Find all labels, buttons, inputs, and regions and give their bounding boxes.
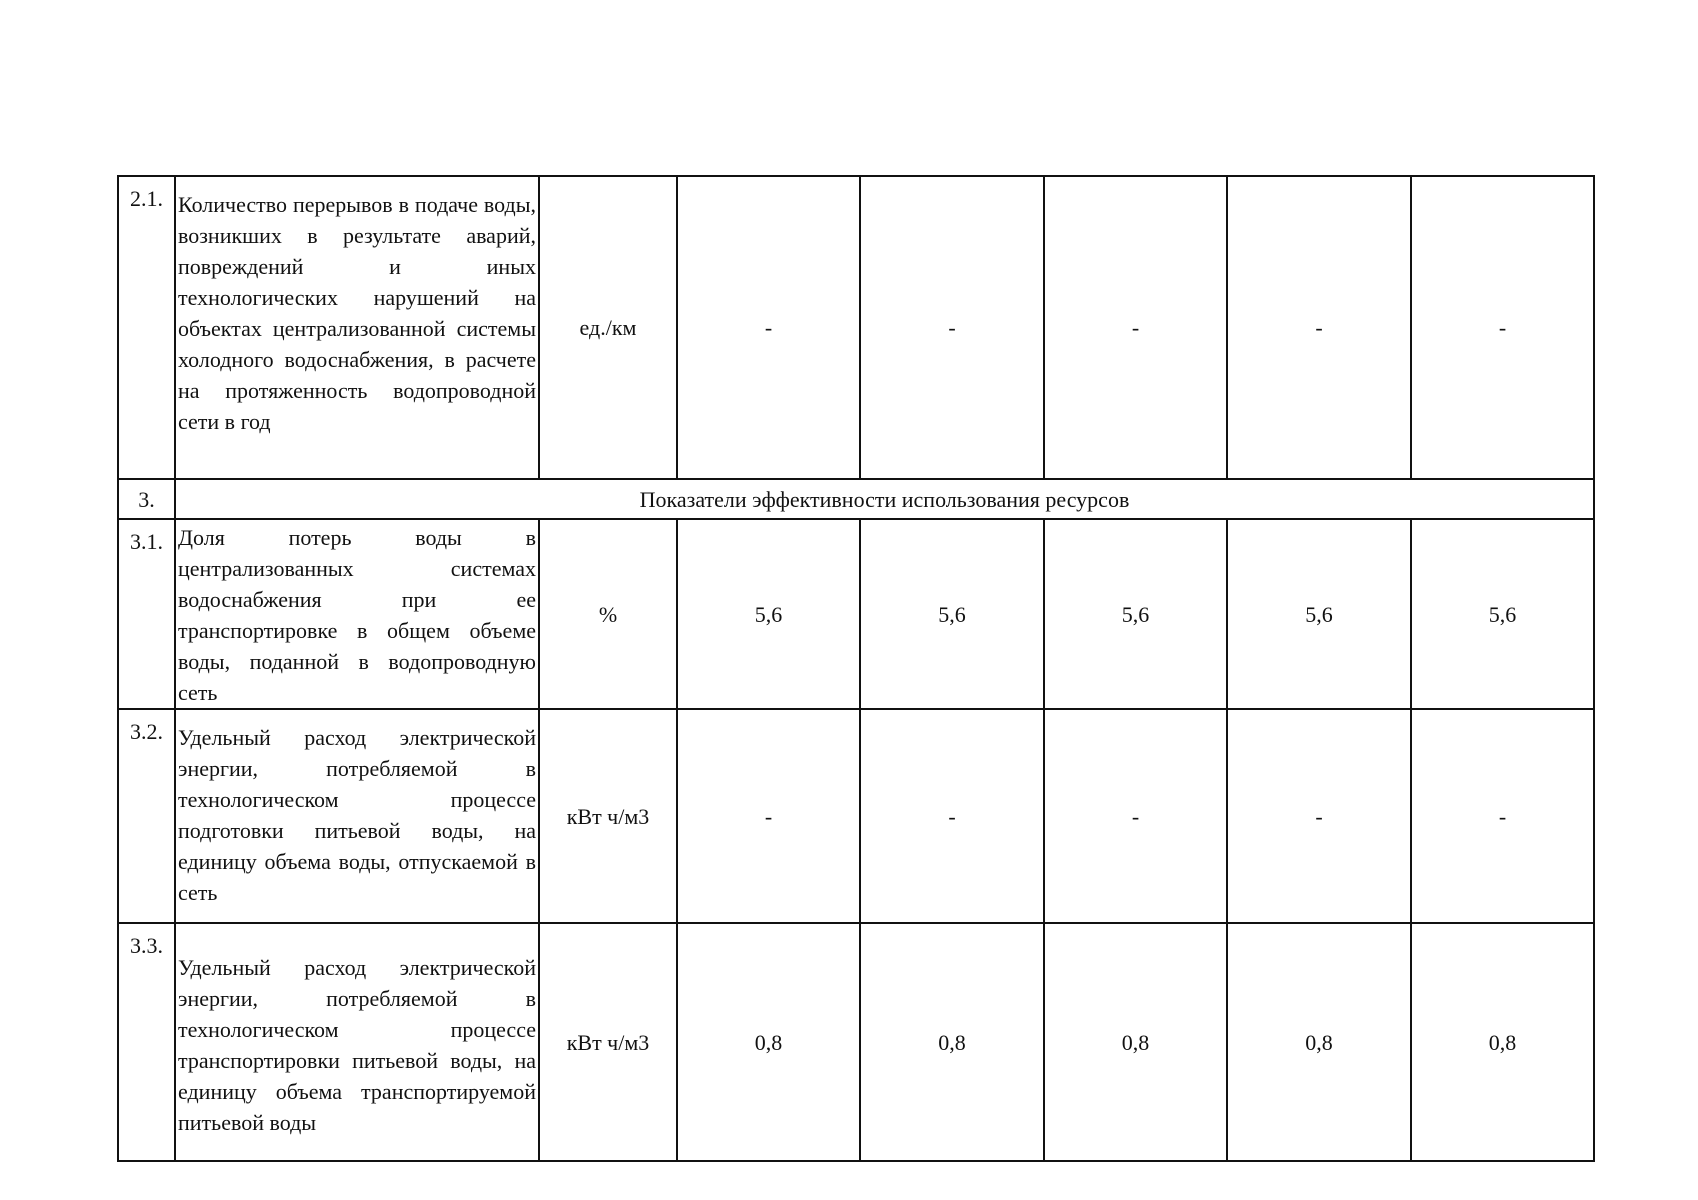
table-row — [118, 176, 1594, 479]
value-cell: 0,8 — [1411, 923, 1594, 1161]
row-number: 3.3. — [118, 923, 175, 1161]
value-cell: 0,8 — [1227, 923, 1411, 1161]
value-cell: - — [1411, 176, 1594, 479]
value-cell: 5,6 — [1044, 519, 1227, 709]
value-cell: - — [1044, 176, 1227, 479]
value-cell: - — [1227, 709, 1411, 923]
value-cell: 5,6 — [1411, 519, 1594, 709]
indicator-description: Удельный расход электрической энергии, потребляемой в технологическом процессе транспортировки питьевой воды, на единицу объема транспортируемой питьевой воды — [175, 923, 539, 1161]
indicator-description: Доля потерь воды в централизованных системах водоснабжения при ее транспортировке в общем объеме воды, поданной в водопроводную сеть — [175, 519, 539, 709]
value-cell: - — [860, 176, 1044, 479]
section-row — [118, 479, 1594, 519]
value-cell: 5,6 — [860, 519, 1044, 709]
unit-cell: ед./км — [539, 176, 677, 479]
section-title: Показатели эффективности использования ресурсов — [175, 479, 1594, 519]
value-cell: 0,8 — [860, 923, 1044, 1161]
value-cell: - — [860, 709, 1044, 923]
indicator-description: Удельный расход электрической энергии, потребляемой в технологическом процессе подготовки питьевой воды, на единицу объема воды, отпускаемой в сеть — [175, 709, 539, 923]
row-number: 2.1. — [118, 176, 175, 479]
value-cell: 0,8 — [677, 923, 860, 1161]
value-cell: 5,6 — [1227, 519, 1411, 709]
table-row — [118, 709, 1594, 923]
value-cell: - — [1227, 176, 1411, 479]
value-cell: - — [677, 709, 860, 923]
row-number: 3.1. — [118, 519, 175, 709]
indicator-description: Количество перерывов в подаче воды, возникших в результате аварий, повреждений и иных технологических нарушений на объектах централизованной системы холодного водоснабжения, в расчете на протяженность водопроводной сети в год — [175, 176, 539, 479]
value-cell: - — [677, 176, 860, 479]
value-cell: - — [1044, 709, 1227, 923]
row-number: 3.2. — [118, 709, 175, 923]
value-cell: 0,8 — [1044, 923, 1227, 1161]
value-cell: - — [1411, 709, 1594, 923]
table-row — [118, 923, 1594, 1161]
section-number: 3. — [118, 479, 175, 519]
indicators-table — [117, 175, 1595, 1162]
unit-cell: % — [539, 519, 677, 709]
unit-cell: кВт ч/м3 — [539, 709, 677, 923]
unit-cell: кВт ч/м3 — [539, 923, 677, 1161]
value-cell: 5,6 — [677, 519, 860, 709]
table-row — [118, 519, 1594, 709]
